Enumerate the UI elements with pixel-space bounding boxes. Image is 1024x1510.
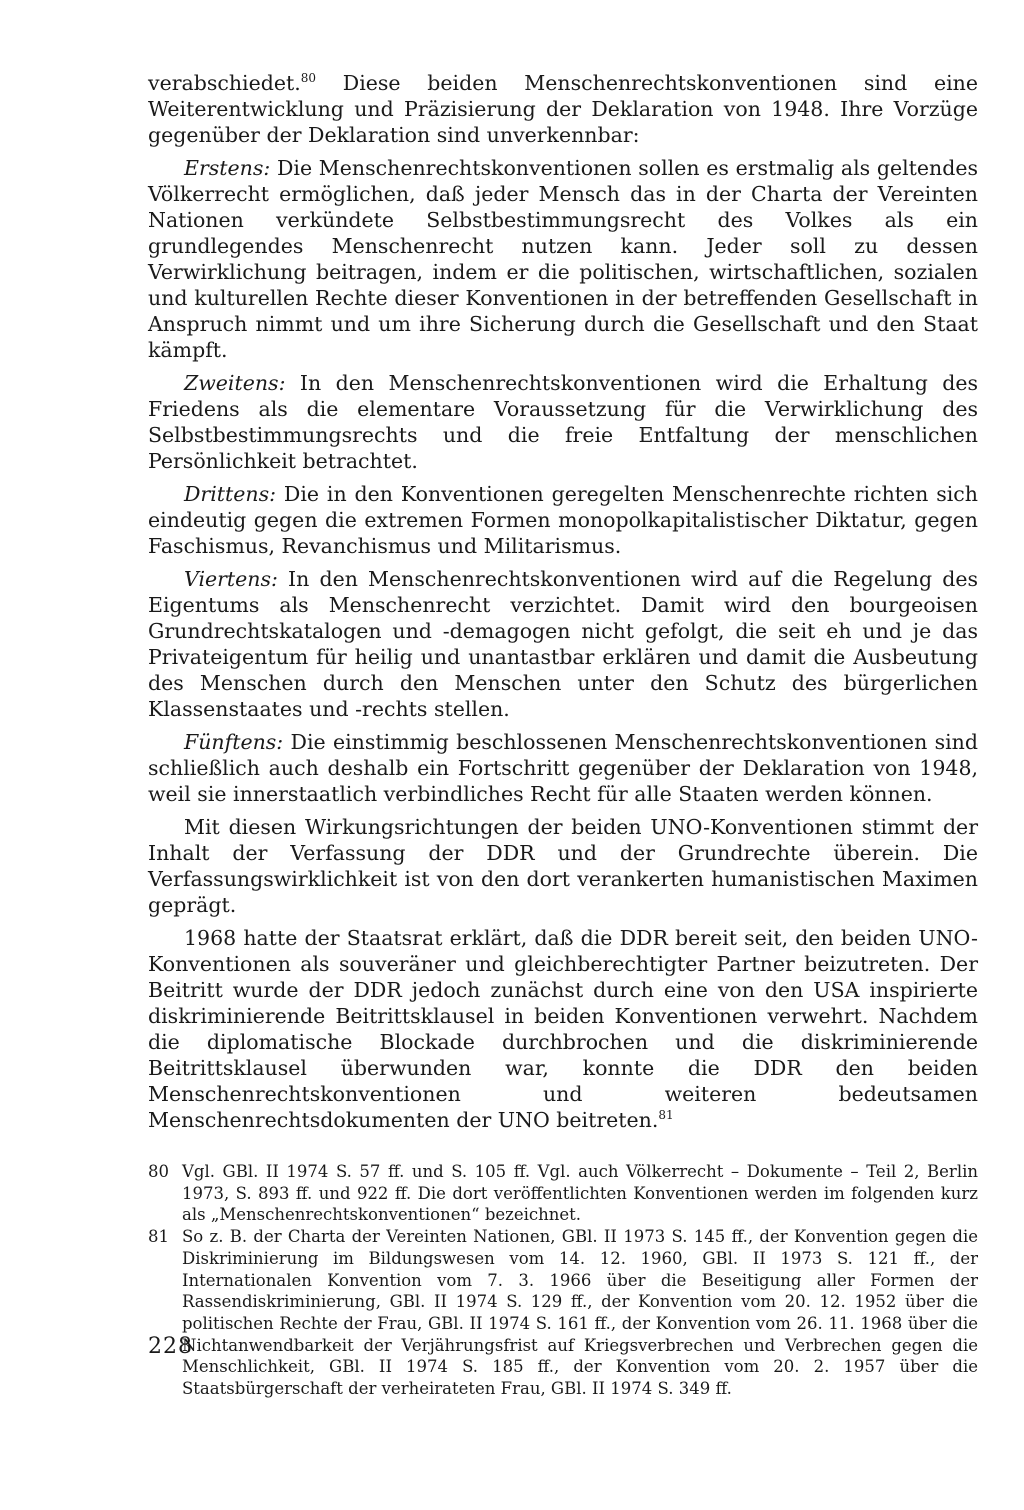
lead-drittens: Drittens:	[184, 482, 277, 506]
page-number: 228	[148, 1334, 193, 1359]
paragraph-staatsrat	[148, 925, 978, 1133]
lead-zweitens: Zweitens:	[184, 371, 286, 395]
paragraph-erstens	[148, 155, 978, 363]
footnote-ref-80[interactable]: 80	[300, 71, 317, 86]
text-erstens: Die Menschenrechtskonventionen sollen es erstmalig als geltendes Völkerrecht ermöglichen, daß jeder Mensch das in der Charta der Vereinten Nationen verkündete Selbstbestimmungsrecht des Volkes als ein grundlegendes Menschenrecht nutzen kann. Jeder soll zu dessen Verwirklichung beitragen, indem er die politischen, wirtschaftlichen, sozialen und kulturellen Rechte dieser Konventionen in der betreffenden Gesellschaft in Anspruch nimmt und um ihre Sicherung durch die Gesellschaft und den Staat kämpft.	[148, 156, 978, 362]
footnotes	[148, 1161, 978, 1400]
paragraph-fuenftens	[148, 729, 978, 807]
footnote-number: 80	[148, 1162, 169, 1181]
paragraph-zweitens	[148, 370, 978, 474]
paragraph-wirkungsrichtungen	[148, 814, 978, 918]
text-drittens: Die in den Konventionen geregelten Menschenrechte richten sich eindeutig gegen die extremen Formen monopolkapitalistischer Diktatur, gegen Faschismus, Revanchismus und Militarismus.	[148, 482, 978, 558]
lead-erstens: Erstens:	[184, 156, 271, 180]
page-content	[148, 70, 978, 1400]
footnote-number: 81	[148, 1227, 169, 1247]
footnote-80	[148, 1161, 978, 1226]
text-fuenftens: Die einstimmig beschlossenen Menschenrechtskonventionen sind schließlich auch deshalb ein Fortschritt gegenüber der Deklaration von 1948, weil sie innerstaatlich verbindliches Recht für alle Staaten werden können.	[148, 730, 978, 806]
text-wirkungsrichtungen: Mit diesen Wirkungsrichtungen der beiden UNO-Konventionen stimmt der Inhalt der Verfassung der DDR und der Grundrechte überein. Die Verfassungswirklichkeit ist von den dort verankerten humanistischen Maximen geprägt.	[148, 815, 978, 917]
paragraph-intro	[148, 70, 978, 148]
text-zweitens: In den Menschenrechtskonventionen wird die Erhaltung des Friedens als die elementare Voraussetzung für die Verwirklichung des Selbstbestimmungsrechts und die freie Entfaltung der menschlichen Persönlichkeit betrachtet.	[148, 371, 978, 473]
paragraph-drittens	[148, 481, 978, 559]
paragraph-viertens	[148, 566, 978, 722]
footnote-text: Vgl. GBl. II 1974 S. 57 ff. und S. 105 ff. Vgl. auch Völkerrecht – Dokumente – Teil 2, Berlin 1973, S. 893 ff. und 922 ff. Die dort veröffentlichten Konventionen werden im folgenden kurz als „Menschenrechtskonventionen“ bezeichnet.	[182, 1162, 978, 1225]
footnote-81	[148, 1226, 978, 1400]
lead-fuenftens: Fünftens:	[184, 730, 284, 754]
footnote-text: So z. B. der Charta der Vereinten Nationen, GBl. II 1973 S. 145 ff., der Konvention gegen die Diskriminierung im Bildungswesen vom 14. 12. 1960, GBl. II 1973 S. 121 ff., der Internationalen Konvention vom 7. 3. 1966 über die Beseitigung aller Formen der Rassendiskriminierung, GBl. II 1974 S. 129 ff., der Konvention vom 20. 12. 1952 über die politischen Rechte der Frau, GBl. II 1974 S. 161 ff., der Konvention vom 26. 11. 1968 über die Nichtanwendbarkeit der Verjährungsfrist auf Kriegsverbrechen und Verbrechen gegen die Menschlichkeit, GBl. II 1974 S. 185 ff., der Konvention vom 20. 2. 1957 über die Staatsbürgerschaft der verheirateten Frau, GBl. II 1974 S. 349 ff.	[182, 1227, 978, 1399]
text-viertens: In den Menschenrechtskonventionen wird auf die Regelung des Eigentums als Menschenrecht verzichtet. Damit wird den bourgeoisen Grundrechtskatalogen und -demagogen nicht gefolgt, die seit eh und je das Privateigentum für heilig und unantastbar erklären und damit die Ausbeutung des Menschen durch den Menschen unter den Schutz des bürgerlichen Klassenstaates und -rechts stellen.	[148, 567, 978, 721]
intro-text-start: verabschiedet.	[148, 71, 301, 95]
footnote-ref-81[interactable]: 81	[658, 1108, 674, 1123]
intro-text-end: Diese beiden Menschenrechtskonventionen sind eine Weiterentwicklung und Präzisierung der Deklaration von 1948. Ihre Vorzüge gegenüber der Deklaration sind unverkennbar:	[148, 71, 978, 147]
lead-viertens: Viertens:	[184, 567, 278, 591]
body-text	[148, 70, 978, 1133]
text-staatsrat: 1968 hatte der Staatsrat erklärt, daß die DDR bereit seit, den beiden UNO-Konventionen als souveräner und gleichberechtigter Partner beizutreten. Der Beitritt wurde der DDR jedoch zunächst durch eine von den USA inspirierte diskriminierende Beitrittsklausel in beiden Konventionen verwehrt. Nachdem die diplomatische Blockade durchbrochen und die diskriminierende Beitrittsklausel überwunden war, konnte die DDR den beiden Menschenrechtskonventionen und weiteren bedeutsamen Menschenrechtsdokumenten der UNO beitreten.	[148, 926, 978, 1132]
